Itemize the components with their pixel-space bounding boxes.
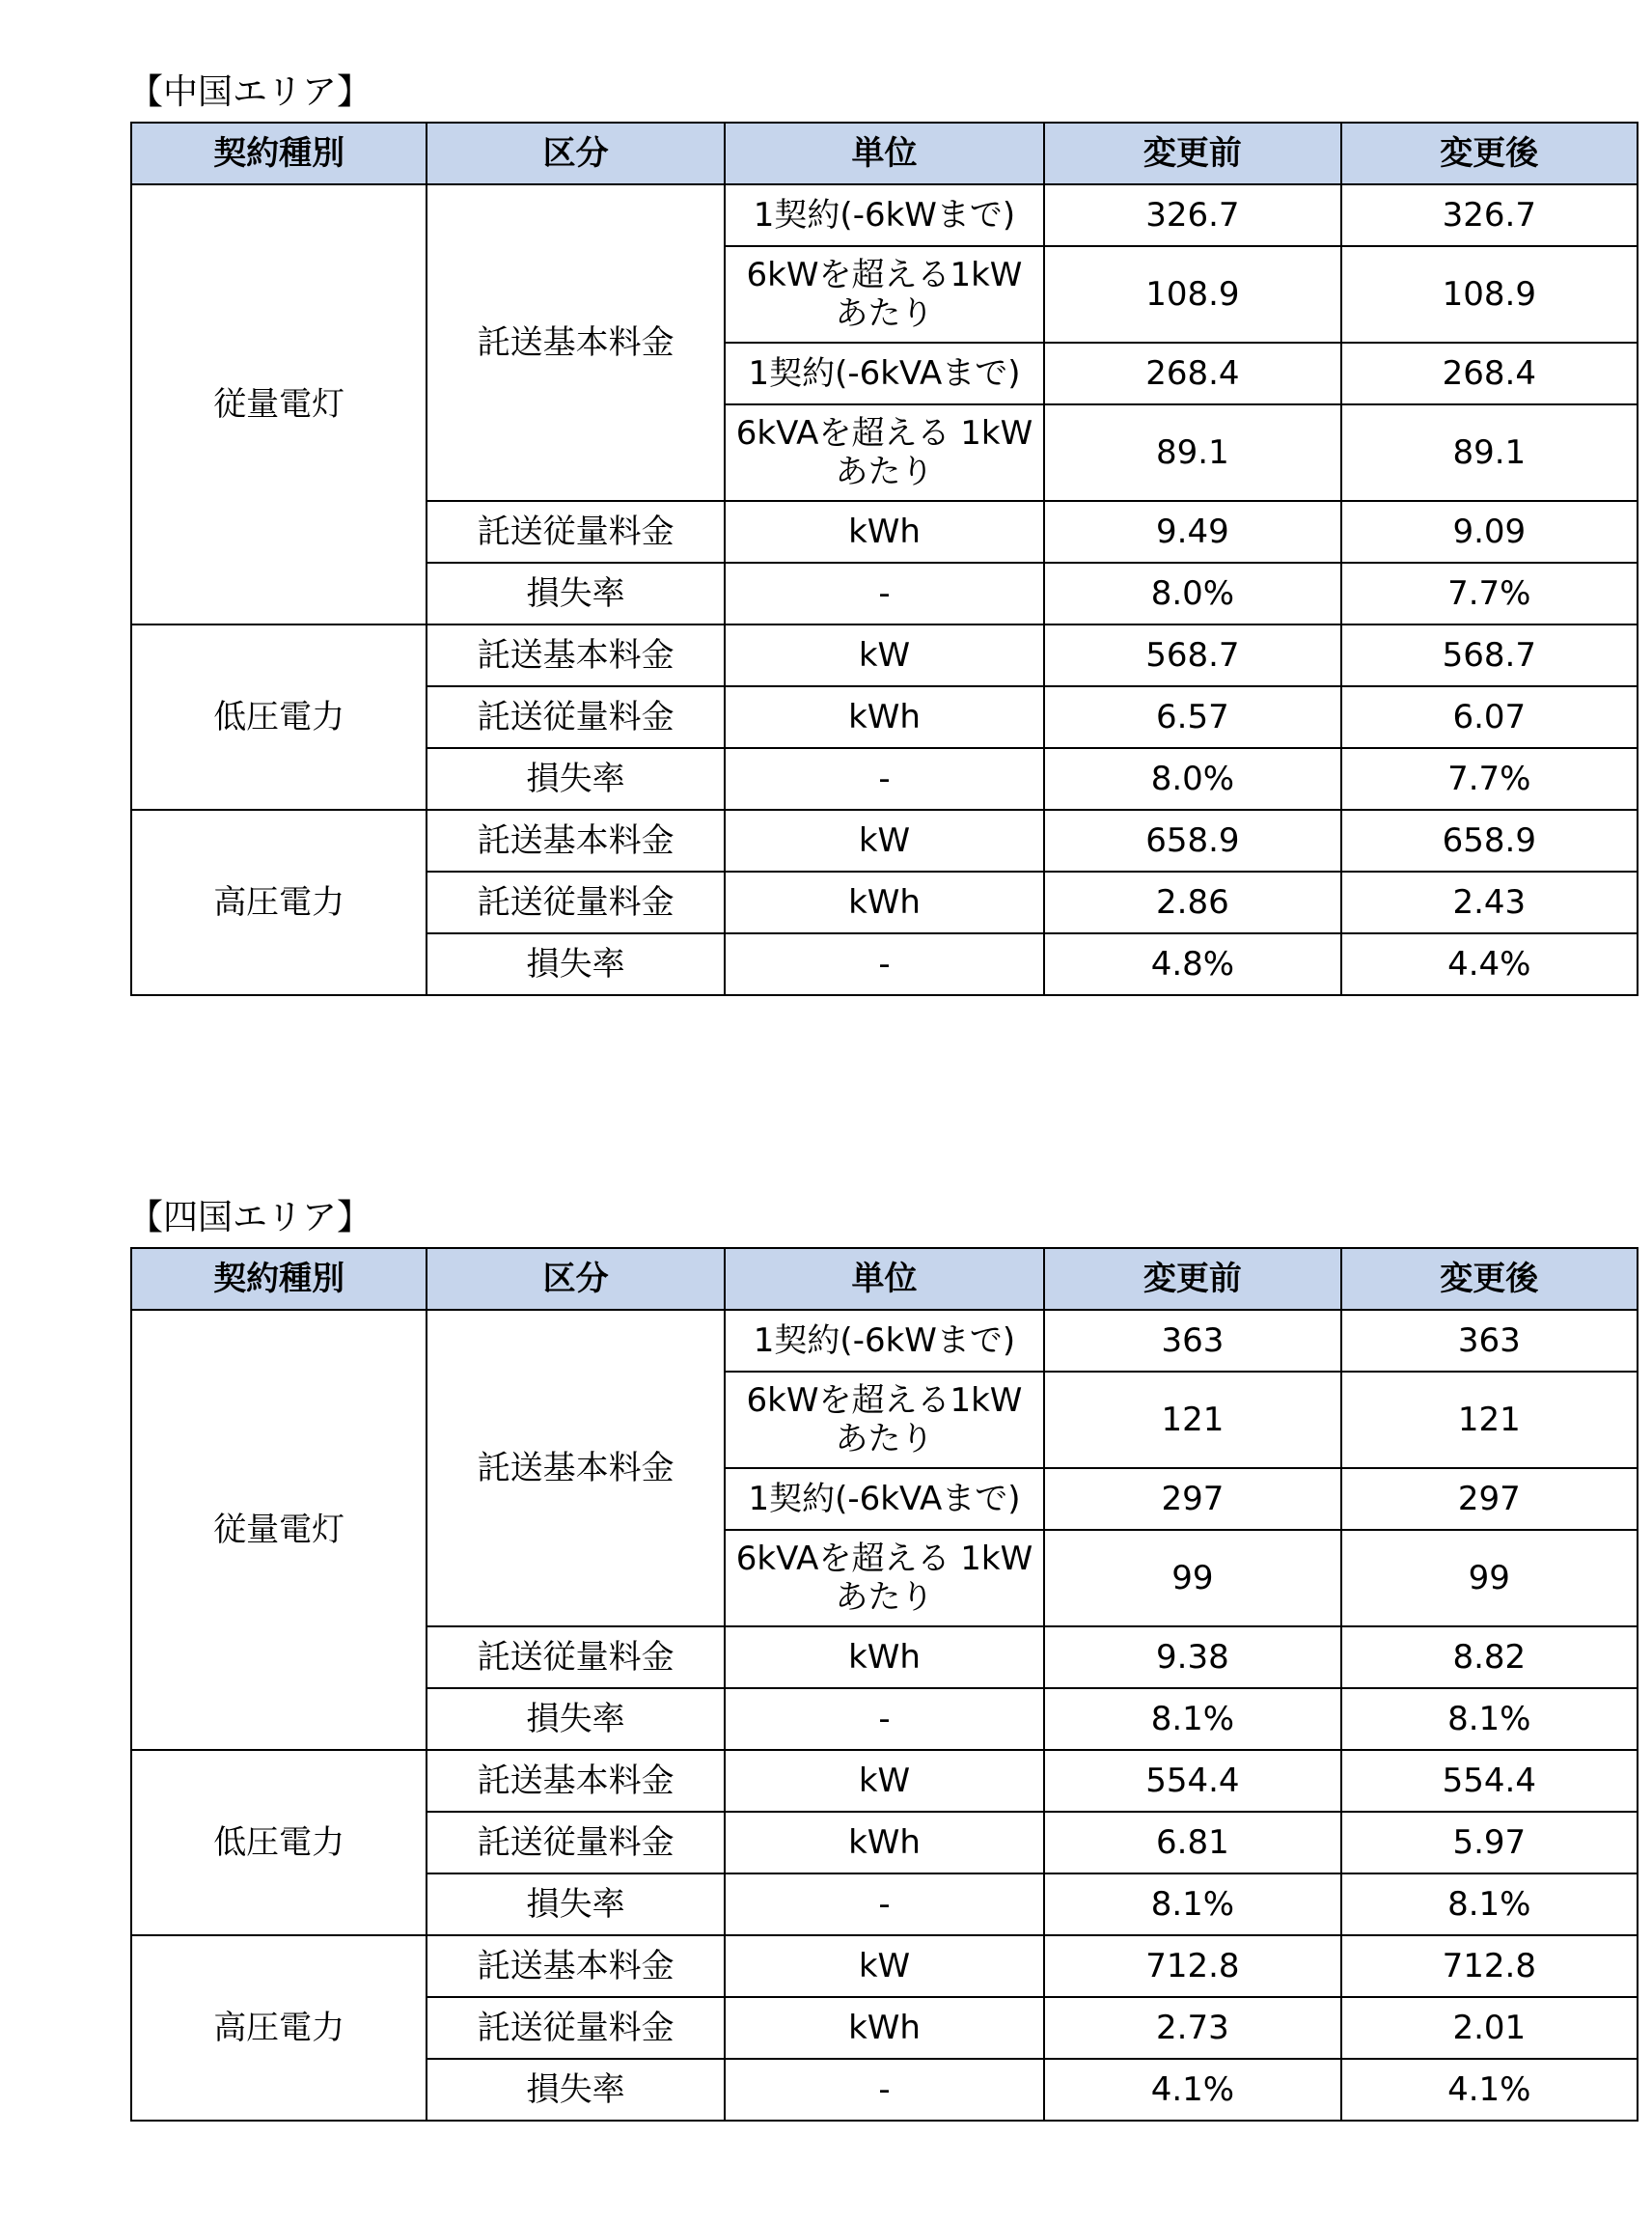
after-value-cell: 7.7% [1341,748,1638,810]
header-division: 区分 [427,123,724,184]
after-value-cell: 9.09 [1341,501,1638,563]
before-value-cell: 4.1% [1044,2059,1340,2121]
header-unit: 単位 [725,1248,1044,1310]
after-value-cell: 4.1% [1341,2059,1638,2121]
after-value-cell: 568.7 [1341,624,1638,686]
contract-type-cell: 低圧電力 [131,1750,427,1935]
division-cell: 損失率 [427,1873,724,1935]
unit-cell: - [725,2059,1044,2121]
division-cell: 託送従量料金 [427,1997,724,2059]
unit-cell: 6kWを超える1kW あたり [725,1372,1044,1468]
after-value-cell: 2.01 [1341,1997,1638,2059]
before-value-cell: 121 [1044,1372,1340,1468]
unit-cell: 6kVAを超える 1kWあたり [725,1530,1044,1626]
after-value-cell: 8.1% [1341,1688,1638,1750]
unit-cell: - [725,933,1044,995]
before-value-cell: 363 [1044,1310,1340,1372]
table-row [131,624,1638,686]
table-row [131,1310,1638,1372]
header-division: 区分 [427,1248,724,1310]
unit-cell: kW [725,810,1044,872]
after-value-cell: 8.1% [1341,1873,1638,1935]
unit-cell: kW [725,1935,1044,1997]
before-value-cell: 297 [1044,1468,1340,1530]
table-row [131,1750,1638,1812]
rate-table-chugoku [130,122,1638,996]
after-value-cell: 99 [1341,1530,1638,1626]
before-value-cell: 9.49 [1044,501,1340,563]
division-cell: 損失率 [427,748,724,810]
unit-cell: kW [725,624,1044,686]
before-value-cell: 8.0% [1044,563,1340,624]
header-after: 変更後 [1341,1248,1638,1310]
after-value-cell: 108.9 [1341,246,1638,343]
division-cell: 託送従量料金 [427,1626,724,1688]
after-value-cell: 2.43 [1341,872,1638,933]
division-cell: 託送基本料金 [427,624,724,686]
table-header-row [131,1248,1638,1310]
table-row [131,184,1638,246]
unit-cell: kWh [725,872,1044,933]
after-value-cell: 4.4% [1341,933,1638,995]
unit-cell: kWh [725,686,1044,748]
after-value-cell: 712.8 [1341,1935,1638,1997]
division-cell: 託送従量料金 [427,1812,724,1873]
before-value-cell: 9.38 [1044,1626,1340,1688]
before-value-cell: 8.1% [1044,1873,1340,1935]
before-value-cell: 326.7 [1044,184,1340,246]
before-value-cell: 568.7 [1044,624,1340,686]
unit-cell: 6kWを超える1kW あたり [725,246,1044,343]
table-row [131,810,1638,872]
division-cell: 損失率 [427,563,724,624]
before-value-cell: 89.1 [1044,404,1340,501]
before-value-cell: 712.8 [1044,1935,1340,1997]
division-cell: 託送基本料金 [427,184,724,501]
unit-cell: kWh [725,1997,1044,2059]
before-value-cell: 554.4 [1044,1750,1340,1812]
before-value-cell: 2.73 [1044,1997,1340,2059]
unit-cell: - [725,1873,1044,1935]
before-value-cell: 108.9 [1044,246,1340,343]
rate-table-shikoku [130,1247,1638,2122]
before-value-cell: 6.57 [1044,686,1340,748]
after-value-cell: 121 [1341,1372,1638,1468]
table-header-row [131,123,1638,184]
after-value-cell: 363 [1341,1310,1638,1372]
after-value-cell: 6.07 [1341,686,1638,748]
before-value-cell: 99 [1044,1530,1340,1626]
after-value-cell: 554.4 [1341,1750,1638,1812]
header-contract-type: 契約種別 [131,1248,427,1310]
division-cell: 損失率 [427,1688,724,1750]
header-after: 変更後 [1341,123,1638,184]
after-value-cell: 8.82 [1341,1626,1638,1688]
contract-type-cell: 従量電灯 [131,184,427,624]
header-before: 変更前 [1044,1248,1340,1310]
header-before: 変更前 [1044,123,1340,184]
after-value-cell: 297 [1341,1468,1638,1530]
unit-cell: kW [725,1750,1044,1812]
unit-cell: - [725,563,1044,624]
after-value-cell: 268.4 [1341,343,1638,404]
after-value-cell: 326.7 [1341,184,1638,246]
unit-cell: kWh [725,1626,1044,1688]
before-value-cell: 2.86 [1044,872,1340,933]
section-title-chugoku: 【中国エリア】 [128,72,372,112]
unit-cell: kWh [725,1812,1044,1873]
division-cell: 託送従量料金 [427,501,724,563]
unit-cell: 1契約(-6kWまで) [725,184,1044,246]
division-cell: 託送基本料金 [427,1750,724,1812]
unit-cell: 6kVAを超える 1kWあたり [725,404,1044,501]
section-title-shikoku: 【四国エリア】 [128,1198,372,1237]
division-cell: 託送基本料金 [427,810,724,872]
after-value-cell: 7.7% [1341,563,1638,624]
contract-type-cell: 高圧電力 [131,810,427,995]
before-value-cell: 8.0% [1044,748,1340,810]
unit-cell: - [725,748,1044,810]
after-value-cell: 89.1 [1341,404,1638,501]
header-unit: 単位 [725,123,1044,184]
table-row [131,1935,1638,1997]
after-value-cell: 658.9 [1341,810,1638,872]
unit-cell: kWh [725,501,1044,563]
before-value-cell: 268.4 [1044,343,1340,404]
unit-cell: 1契約(-6kWまで) [725,1310,1044,1372]
division-cell: 託送従量料金 [427,686,724,748]
contract-type-cell: 従量電灯 [131,1310,427,1750]
before-value-cell: 8.1% [1044,1688,1340,1750]
before-value-cell: 6.81 [1044,1812,1340,1873]
after-value-cell: 5.97 [1341,1812,1638,1873]
division-cell: 託送基本料金 [427,1935,724,1997]
division-cell: 託送基本料金 [427,1310,724,1626]
unit-cell: - [725,1688,1044,1750]
before-value-cell: 4.8% [1044,933,1340,995]
division-cell: 託送従量料金 [427,872,724,933]
before-value-cell: 658.9 [1044,810,1340,872]
division-cell: 損失率 [427,933,724,995]
unit-cell: 1契約(-6kVAまで) [725,1468,1044,1530]
contract-type-cell: 高圧電力 [131,1935,427,2121]
header-contract-type: 契約種別 [131,123,427,184]
division-cell: 損失率 [427,2059,724,2121]
contract-type-cell: 低圧電力 [131,624,427,810]
unit-cell: 1契約(-6kVAまで) [725,343,1044,404]
